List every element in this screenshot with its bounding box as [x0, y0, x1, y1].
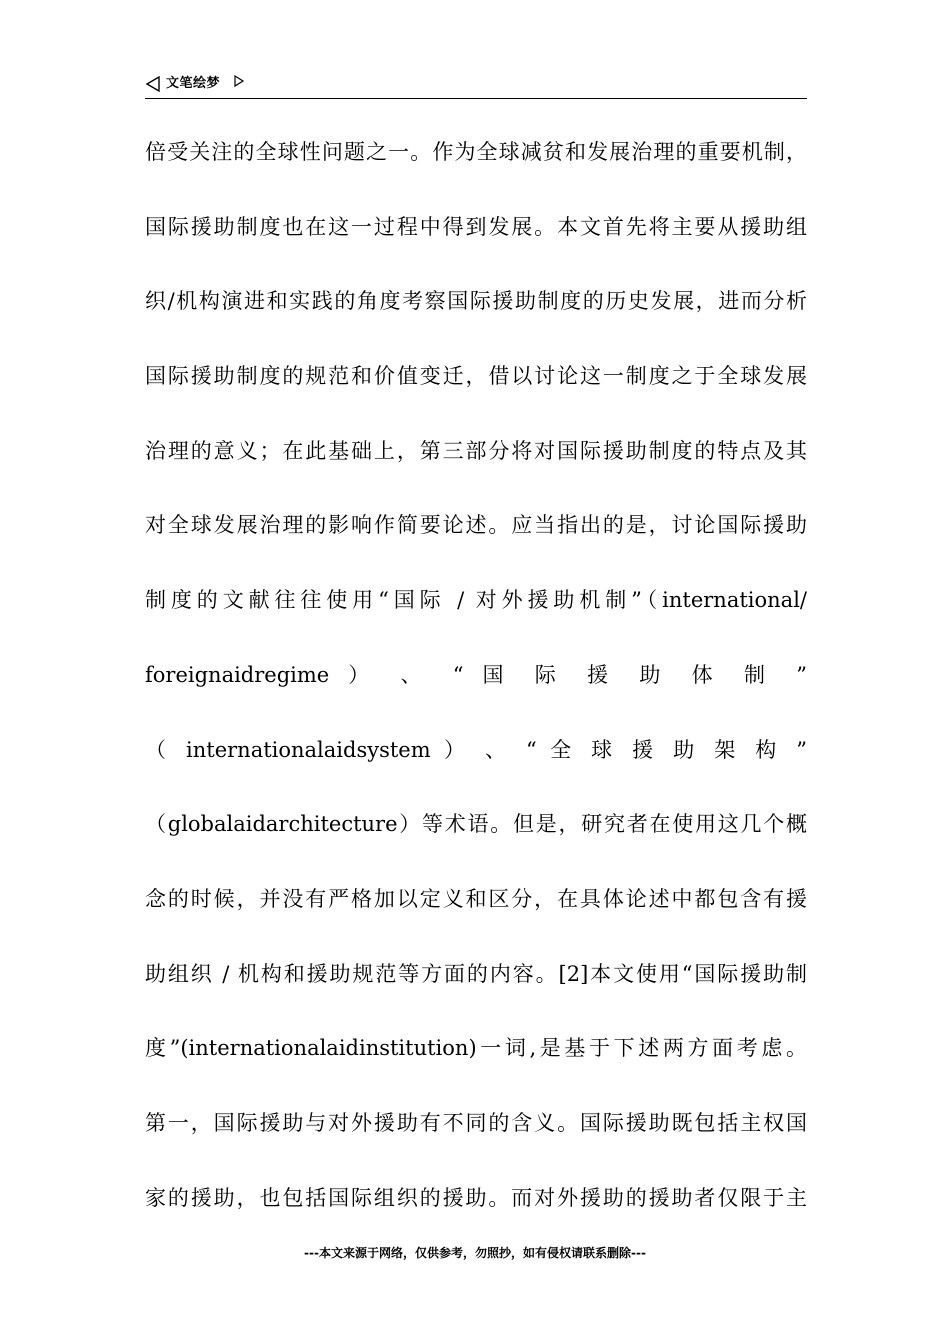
text-line: 念的时候，并没有严格加以定义和区分，在具体论述中都包含有援 [145, 886, 807, 911]
text-line: 倍受关注的全球性问题之一。作为全球减贫和发展治理的重要机制， [145, 140, 807, 164]
text-line: 制度的文献往往使用“国际 / 对外援助机制”（international/ [145, 588, 807, 613]
text-line: 第一，国际援助与对外援助有不同的含义。国际援助既包括主权国 [145, 1110, 807, 1135]
text-line: （ internationalaidsystem ） 、 “ 全 球 援 助 架 构 ” [145, 737, 807, 762]
text-line: 对全球发展治理的影响作简要论述。应当指出的是，讨论国际援助 [145, 513, 807, 538]
text-line: 织/机构演进和实践的角度考察国际援助制度的历史发展，进而分析 [145, 289, 807, 314]
text-line: 家的援助，也包括国际组织的援助。而对外援助的援助者仅限于主 [145, 1185, 807, 1210]
text-line: 度”(internationalaidinstitution)一词,是基于下述两方面考虑。 [145, 1036, 807, 1061]
text-line: 助组织 / 机构和援助规范等方面的内容。[2]本文使用“国际援助制 [145, 961, 807, 986]
text-line: 国际援助制度也在这一过程中得到发展。本文首先将主要从援助组 [145, 214, 807, 239]
text-line: （globalaidarchitecture）等术语。但是，研究者在使用这几个概 [145, 812, 807, 837]
page-header [145, 74, 807, 99]
triangle-right-icon [233, 74, 245, 88]
text-line: 治理的意义；在此基础上，第三部分将对国际援助制度的特点及其 [145, 438, 807, 463]
footer-notice: ---本文来源于网络，仅供参考，勿照抄，如有侵权请联系删除--- [304, 1246, 646, 1260]
text-line: foreignaidregime ） 、 “ 国 际 援 助 体 制 ” [145, 662, 807, 687]
text-line: 国际援助制度的规范和价值变迁，借以讨论这一制度之于全球发展 [145, 364, 807, 389]
triangle-left-icon [145, 76, 161, 92]
document-body [145, 132, 807, 1252]
brand-name: 文笔绘梦 [166, 76, 221, 91]
